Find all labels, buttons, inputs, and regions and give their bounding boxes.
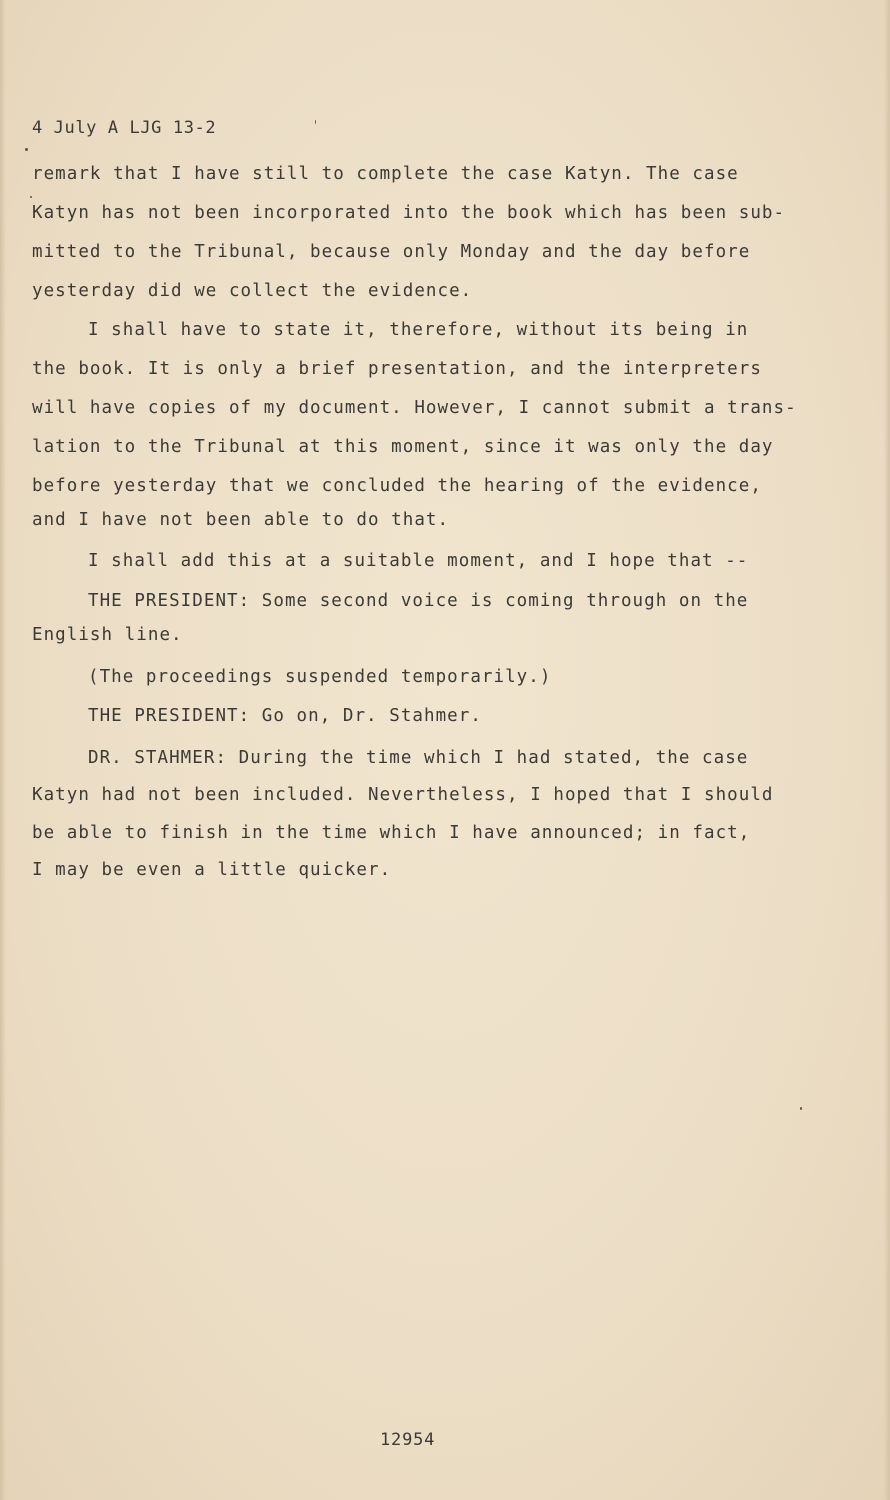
- page-header: 4 July A LJG 13-2: [32, 118, 217, 138]
- ink-speck: [25, 148, 28, 151]
- ink-speck: [800, 1107, 802, 1110]
- text-line: will have copies of my document. However, I cannot submit a trans-: [32, 398, 797, 418]
- text-line: English line.: [32, 625, 183, 645]
- text-line: I shall add this at a suitable moment, and I hope that --: [88, 551, 749, 571]
- page-edge-right: [884, 0, 890, 1500]
- text-line: I shall have to state it, therefore, without its being in: [88, 320, 749, 340]
- text-line: DR. STAHMER: During the time which I had stated, the case: [88, 748, 749, 768]
- text-line: yesterday did we collect the evidence.: [32, 281, 473, 301]
- text-line: the book. It is only a brief presentation, and the interpreters: [32, 359, 762, 379]
- text-line: and I have not been able to do that.: [32, 510, 450, 530]
- text-line: I may be even a little quicker.: [32, 860, 392, 880]
- text-line: THE PRESIDENT: Some second voice is coming through on the: [88, 591, 749, 611]
- ink-speck: [315, 120, 316, 124]
- ink-speck: [30, 196, 32, 198]
- page-number: 12954: [380, 1430, 436, 1450]
- text-line: be able to finish in the time which I have announced; in fact,: [32, 823, 751, 843]
- page-edge-left: [0, 0, 6, 1500]
- text-line: before yesterday that we concluded the hearing of the evidence,: [32, 476, 762, 496]
- text-line: Katyn has not been incorporated into the book which has been sub-: [32, 203, 786, 223]
- text-line: Katyn had not been included. Nevertheless, I hoped that I should: [32, 785, 774, 805]
- text-line: mitted to the Tribunal, because only Monday and the day before: [32, 242, 751, 262]
- text-line: lation to the Tribunal at this moment, since it was only the day: [32, 437, 774, 457]
- text-line: (The proceedings suspended temporarily.): [88, 667, 552, 687]
- text-line: THE PRESIDENT: Go on, Dr. Stahmer.: [88, 706, 482, 726]
- text-line: remark that I have still to complete the case Katyn. The case: [32, 164, 739, 184]
